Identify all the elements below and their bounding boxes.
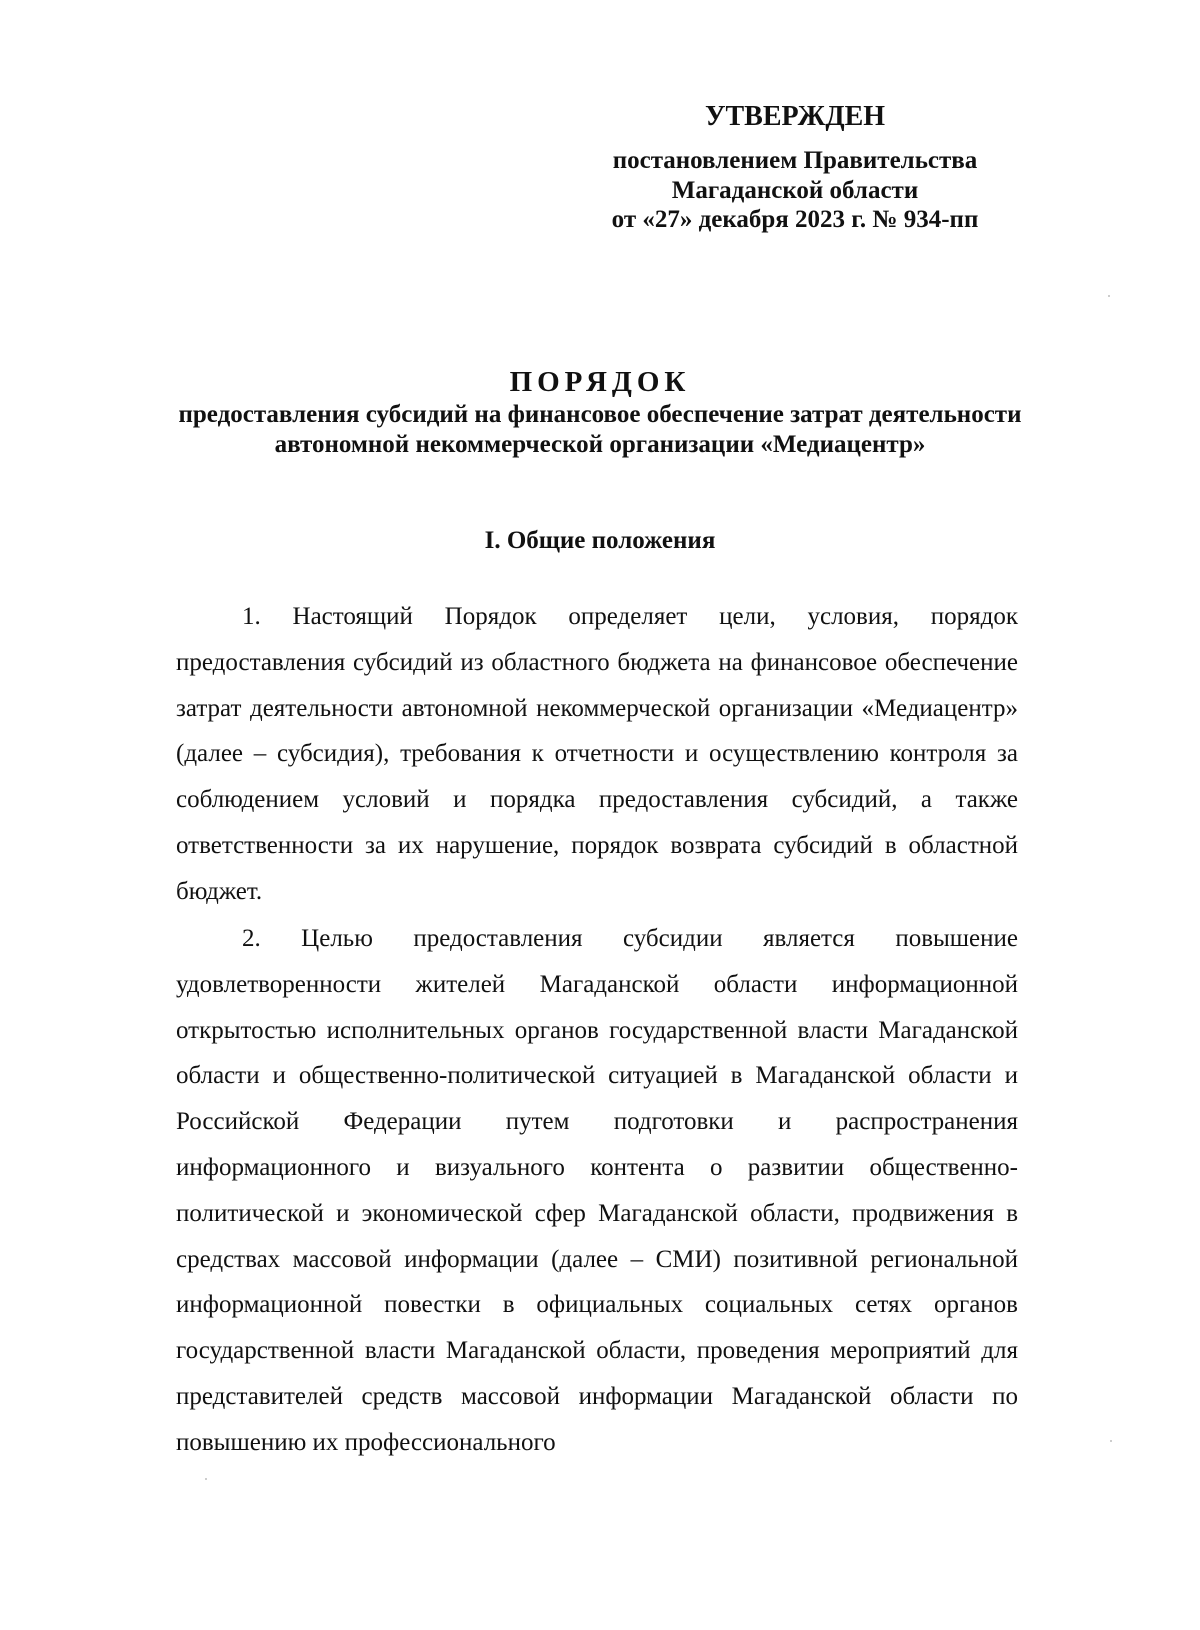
paragraph-2 xyxy=(176,916,1018,1466)
section-title: I. Общие положения xyxy=(484,527,716,554)
paragraph-2-text: 2. Целью предоставления субсидии является повышение удовлетворенности жителей Магаданской области информационной открытостью исполнительных органов государственной власти Магаданской области и общественно-политической ситуацией в Магаданской области и Российской Федерации путем подготовки и распространения информационного и визуального контента о развитии общественно-политической и экономической сфер Магаданской области, продвижения в средствах массовой информации (далее – СМИ) позитивной региональной информационной повестки в официальных социальных сетях органов государственной власти Магаданской области, проведения мероприятий для представителей средств массовой информации Магаданской области по повышению их профессионального xyxy=(176,925,1018,1456)
paragraph-1-text: 1. Настоящий Порядок определяет цели, условия, порядок предоставления субсидий из областного бюджета на финансовое обеспечение затрат деятельности автономной некоммерческой организации «Медиацентр» (далее – субсидия), требования к отчетности и осуществлению контроля за соблюдением условий и порядка предоставления субсидий, а также ответственности за их нарушение, порядок возврата субсидий в областной бюджет. xyxy=(176,603,1018,905)
scan-speck xyxy=(1108,295,1110,297)
scan-speck xyxy=(1110,1440,1112,1442)
scan-speck xyxy=(205,1478,207,1480)
document-subtitle: предоставления субсидий на финансовое обеспечение затрат деятельности автономной некоммерческой организации «Медиацентр» xyxy=(178,401,1022,458)
paragraph-1 xyxy=(176,594,1018,915)
approval-title: УТВЕРЖДЕН xyxy=(704,101,886,132)
approval-date: от «27» декабря 2023 г. № 934-пп xyxy=(611,206,979,233)
document-title: ПОРЯДОК xyxy=(509,366,691,398)
approval-by: постановлением Правительства Магаданской области xyxy=(612,147,978,204)
